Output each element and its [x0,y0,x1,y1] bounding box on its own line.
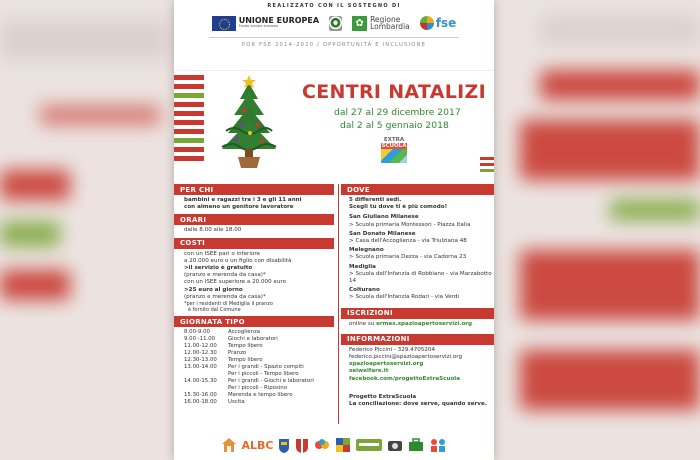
kids-logo-icon [429,437,447,453]
fse-text: fse [435,16,457,30]
place-address: > Casa dell'Accoglienza - via Triulziana 48 [349,238,467,245]
website-link[interactable]: spazioapertoservizi.org [349,361,424,368]
albc-logo-icon: ALBC [241,438,274,452]
orari-text: dalle 8.00 alle 18.00 [184,227,242,234]
informazioni-heading: INFORMAZIONI [341,334,494,345]
schedule-row: 13.00-14.00 Per i grandi - Spazio compiti [184,364,304,371]
spazio-aperto-logo-icon [356,437,382,453]
hands-logo-icon [314,437,330,453]
date-range-2: dal 2 al 5 gennaio 2018 [340,119,449,131]
right-stripes [480,157,494,175]
lombardia-line1: Regione [370,14,401,24]
eu-logo [212,16,319,31]
camera-logo-icon [387,437,403,453]
contact-name: Federico Piccini - 329.4705204 [349,346,436,353]
puzzle-logo-icon [335,437,351,453]
informazioni-text [341,345,494,386]
sponsor-logos [174,13,494,33]
place-city: San Donato Milanese [349,230,416,237]
place-city: Colturano [349,287,380,294]
house-logo-icon [221,437,237,453]
seiwelfare-link[interactable]: seiwelfare.it [349,368,389,375]
dove-heading: DOVE [341,184,494,195]
left-column [174,184,336,406]
costi-line3: >il servizio è gratuito [184,265,253,272]
iscrizioni-prefix: online su [349,320,377,327]
place-city: Melegnano [349,247,384,254]
poster [174,0,494,460]
fse-mark-icon [420,16,434,30]
costi-line5: con un ISEE superiore a 20.000 euro [184,279,287,286]
progetto-title: Progetto ExtraScuola [349,393,417,400]
poster-header [174,0,494,64]
fse-logo [420,16,457,30]
dove-intro1: 5 differenti sedi. [349,197,402,203]
schedule-row: 8.00-9.00 Accoglienza [184,329,261,336]
extrascuola-logo [381,137,407,164]
christmas-tree-icon [214,75,284,169]
schedule [174,327,336,406]
schedule-row: 11.00-12.00 Tempo libero [184,343,263,350]
extrascuola-line1: EXTRA [383,137,405,143]
lombardia-rose-icon: ✿ [352,16,367,31]
place-address: > Scuola dell'Infanzia di Robbiano - via Marzabotto 14 [349,270,492,285]
progetto-slogan: La conciliazione: dove serve, quando serve. [349,401,487,408]
costi-line7: (pranzo e merenda da casa)* [184,293,266,300]
facebook-link[interactable]: facebook.com/progettoExtraScuola [349,375,460,382]
support-label: REALIZZATO CON IL SOSTEGNO DI [267,3,401,9]
costi-line8: *per i residenti di Mediglia il pranzo [184,301,273,308]
schedule-row: 14.00-15.30 Per i grandi - Giochi e laboratori [184,378,314,385]
italy-emblem-icon [329,16,342,31]
lombardia-line2: Lombardia [370,22,410,31]
date-range-1: dal 27 al 29 dicembre 2017 [334,107,461,118]
schedule-row: 16.00-18.00 Uscita [184,399,245,406]
program-tagline: POR FSE 2014-2020 / OPPORTUNITÀ E INCLUSIONE [241,42,427,48]
place-address: > Scuola dell'Infanzia Rodari - via Verdi [349,294,459,301]
event-dates [334,107,461,132]
costi-line1: con un ISEE pari o inferiore [184,250,260,257]
schedule-row: 9.00 -11.00 Giochi e laboratori [184,336,278,343]
info-columns [174,184,494,424]
costi-line4: (pranzo e merenda da casa)* [184,272,266,279]
hero [174,70,494,178]
per-chi-heading: PER CHI [174,184,334,195]
costi-text [174,249,336,316]
place-address: > Scuola primaria Montessori - Piazza Italia [349,221,471,228]
comune-crest-icon [278,437,290,453]
iscrizioni-text [341,319,494,334]
header-divider [209,37,459,38]
schedule-row: 12.30-13.00 Tempo libero [184,357,263,364]
schedule-row: 12.00-12.30 Pranzo [184,350,247,357]
costi-heading: COSTI [174,238,334,249]
contact-email[interactable]: federico.piccini@spazioapertoservizi.org [349,354,463,361]
dove-intro2: Scegli tu dove ti è più comodo! [349,204,448,211]
eu-title: UNIONE EUROPEA [238,16,320,26]
place-city: Mediglia [349,263,376,270]
progetto-text [341,392,494,411]
shield-logo-icon [295,437,309,453]
eu-flag-icon [212,16,236,31]
costi-line2: a 20.000 euro o un figlio con disabilità [184,257,292,264]
extrascuola-line2: SCUOLA [381,143,407,149]
poster-title: CENTRI NATALIZI [302,81,486,103]
briefcase-logo-icon [408,437,424,453]
place-address: > Scuola primaria Dezza - via Cadorna 23 [349,254,467,261]
per-chi-line2: con almeno un genitore lavoratore [184,204,294,211]
extrascuola-graphic [381,149,407,163]
place-city: San Giuliano Milanese [349,214,419,221]
per-chi-text [174,195,336,214]
orari-heading: ORARI [174,214,334,225]
iscrizioni-heading: ISCRIZIONI [341,308,494,319]
lombardia-logo [352,16,410,31]
left-stripes [174,75,204,165]
dove-text [341,195,494,305]
schedule-row: 15.30-16.00 Merenda e tempo libero [184,392,293,399]
schedule-row: Per i piccoli - Tempo libero [228,371,299,378]
eu-subtitle: Fondo sociale europeo [238,24,279,29]
partner-logos [174,430,494,460]
costi-line6: >25 euro al giorno [184,286,243,293]
schedule-row: Per i piccoli - Riposino [228,385,288,392]
costi-line9: è fornito dal Comune [188,307,241,314]
right-column [338,184,494,424]
iscrizioni-link[interactable]: ermes.spazioapertoservizi.org [376,320,473,327]
per-chi-line1: bambini e ragazzi tra i 3 e gli 11 anni [184,197,302,203]
giornata-heading: GIORNATA TIPO [174,316,334,327]
